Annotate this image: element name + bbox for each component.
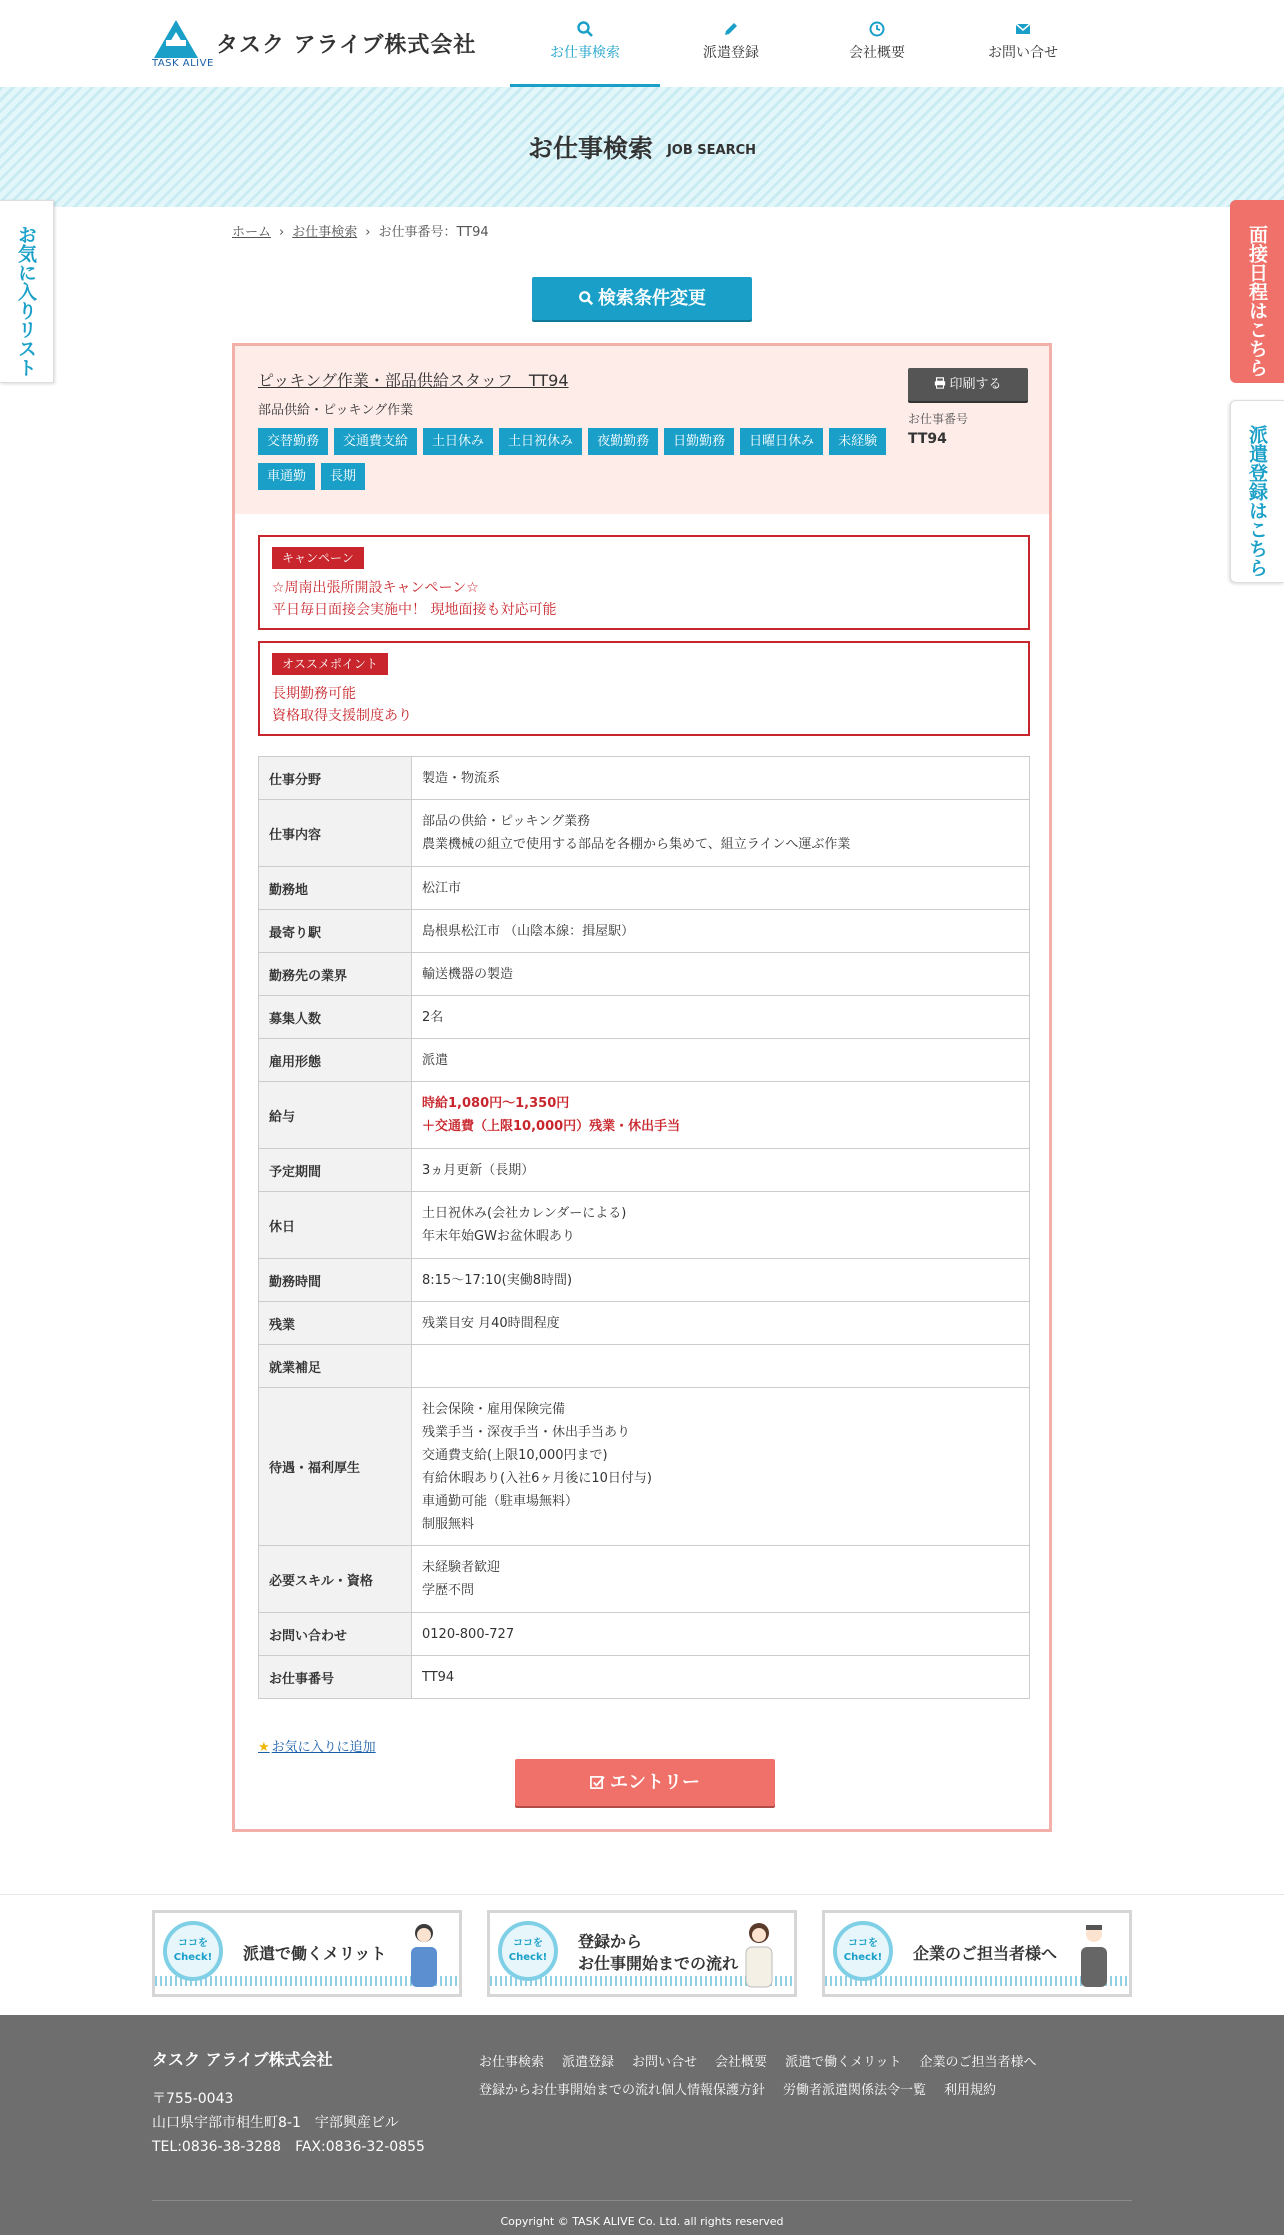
- banner-line: 登録から: [578, 1932, 643, 1951]
- change-search-button[interactable]: [532, 277, 752, 320]
- print-button[interactable]: [908, 368, 1028, 401]
- company-name-en: TASK ALIVE: [152, 58, 214, 69]
- detail-line: 時給1,080円～1,350円: [422, 1096, 570, 1111]
- detail-row: [259, 1149, 1030, 1192]
- check-square-icon: [590, 1775, 605, 1790]
- company-name: タスク アライブ株式会社: [216, 33, 477, 58]
- detail-line: 有給休暇あり(入社6ヶ月後に10日付与): [422, 1470, 652, 1486]
- detail-line: 2名: [422, 1009, 444, 1025]
- site-header: [0, 0, 1284, 87]
- mail-icon: [1014, 20, 1032, 38]
- detail-value: [412, 757, 1030, 800]
- print-label: 印刷する: [949, 377, 1002, 392]
- detail-row: [259, 953, 1030, 996]
- breadcrumb-separator-icon: ›: [365, 225, 371, 240]
- printer-icon: [934, 377, 946, 389]
- detail-line: 残業目安 月40時間程度: [422, 1315, 560, 1331]
- detail-line: 派遣: [422, 1052, 449, 1068]
- detail-line: 3ヵ月更新（長期）: [422, 1162, 535, 1178]
- detail-row: [259, 910, 1030, 953]
- detail-row: [259, 867, 1030, 910]
- detail-value: [412, 910, 1030, 953]
- job-tag: 夜勤勤務: [588, 428, 658, 455]
- nav-label: お問い合せ: [988, 45, 1058, 61]
- footer-link[interactable]: 派遣で働くメリット: [785, 2055, 902, 2070]
- detail-value: [412, 953, 1030, 996]
- footer-link[interactable]: 利用規約: [944, 2083, 997, 2098]
- detail-row: [259, 800, 1030, 867]
- job-detail-table: [258, 756, 1030, 1699]
- detail-value: [412, 1082, 1030, 1149]
- detail-value: [412, 1149, 1030, 1192]
- detail-label: 待遇・福利厚生: [259, 1388, 412, 1546]
- person-illustration-icon: [738, 1919, 780, 1989]
- recommend-text: [272, 683, 412, 727]
- breadcrumb: [232, 221, 489, 240]
- job-tag: 日勤勤務: [664, 428, 734, 455]
- detail-label: 残業: [259, 1302, 412, 1345]
- entry-label: エントリー: [610, 1772, 700, 1793]
- check-badge: ココを Check!: [498, 1921, 558, 1981]
- campaign-box: [258, 535, 1030, 630]
- recommend-line: 資格取得支援制度あり: [272, 708, 412, 724]
- recommend-badge: オススメポイント: [272, 653, 388, 675]
- job-tag: 土日休み: [423, 428, 493, 455]
- page-title-ja: お仕事検索: [527, 134, 653, 163]
- banner-line: 企業のご担当者様へ: [913, 1944, 1058, 1963]
- detail-label: 仕事分野: [259, 757, 412, 800]
- detail-label: 給与: [259, 1082, 412, 1149]
- detail-label: お仕事番号: [259, 1656, 412, 1699]
- footer-link[interactable]: お問い合せ: [632, 2055, 698, 2070]
- footer-link[interactable]: お仕事検索: [479, 2055, 545, 2070]
- banner-merit[interactable]: [152, 1910, 462, 1997]
- detail-line: 年末年始GWお盆休暇あり: [422, 1229, 575, 1244]
- person-illustration-icon: [403, 1919, 445, 1989]
- entry-button[interactable]: [515, 1759, 775, 1806]
- check-badge: ココを Check!: [833, 1921, 893, 1981]
- detail-row: [259, 1388, 1030, 1546]
- nav-contact[interactable]: [948, 0, 1098, 87]
- detail-label: 予定期間: [259, 1149, 412, 1192]
- detail-row: [259, 1546, 1030, 1613]
- job-number-label: お仕事番号: [908, 412, 969, 426]
- detail-value: [412, 1546, 1030, 1613]
- job-tags: [258, 428, 908, 498]
- detail-label: 必要スキル・資格: [259, 1546, 412, 1613]
- add-favorite-label: お気に入りに追加: [271, 1740, 376, 1755]
- detail-label: 勤務時間: [259, 1259, 412, 1302]
- detail-value: [412, 1302, 1030, 1345]
- main-nav: [510, 0, 1130, 87]
- recommend-line: 長期勤務可能: [272, 686, 356, 702]
- detail-label: 募集人数: [259, 996, 412, 1039]
- job-tag: 車通勤: [258, 463, 315, 490]
- campaign-line: 平日毎日面接会実施中！ 現地面接も対応可能: [272, 602, 557, 618]
- job-tag: 交通費支給: [334, 428, 417, 455]
- nav-company[interactable]: [802, 0, 952, 87]
- favorites-side-tab[interactable]: お気に入りリスト: [0, 200, 54, 383]
- pencil-icon: [722, 20, 740, 38]
- campaign-badge: キャンペーン: [272, 547, 364, 569]
- section-divider: [0, 1894, 1284, 1895]
- breadcrumb-search[interactable]: お仕事検索: [292, 225, 358, 240]
- detail-line: 農業機械の組立で使用する部品を各棚から集めて、組立ラインへ運ぶ作業: [422, 837, 851, 852]
- page-title-band: [0, 87, 1284, 207]
- detail-value: [412, 1192, 1030, 1259]
- detail-row: [259, 1656, 1030, 1699]
- footer-link[interactable]: 登録からお仕事開始までの流れ: [479, 2083, 662, 2098]
- person-illustration-icon: [1073, 1919, 1115, 1989]
- job-tag: 日曜日休み: [740, 428, 823, 455]
- banner-text: [243, 1943, 386, 1965]
- campaign-line: ☆周南出張所開設キャンペーン☆: [272, 580, 479, 596]
- detail-label: 勤務先の業界: [259, 953, 412, 996]
- detail-value: [412, 1388, 1030, 1546]
- footer-address: [152, 2087, 425, 2159]
- detail-row: [259, 1613, 1030, 1656]
- detail-label: 就業補足: [259, 1345, 412, 1388]
- detail-line: 製造・物流系: [422, 770, 501, 786]
- detail-label: 勤務地: [259, 867, 412, 910]
- footer-company: タスク アライブ株式会社: [152, 2050, 333, 2069]
- footer-link[interactable]: 派遣登録: [562, 2055, 615, 2070]
- detail-line: TT94: [422, 1669, 455, 1685]
- detail-value: [412, 996, 1030, 1039]
- detail-label: お問い合わせ: [259, 1613, 412, 1656]
- job-header: [235, 346, 1049, 514]
- banner-text: [578, 1931, 738, 1975]
- footer-street: 山口県宇部市相生町8-1 宇部興産ビル: [152, 2115, 399, 2131]
- nav-job-search[interactable]: [510, 0, 660, 87]
- search-icon: [578, 290, 594, 306]
- detail-label: 仕事内容: [259, 800, 412, 867]
- job-detail-card: [232, 343, 1052, 1832]
- detail-line: 残業手当・深夜手当・休出手当あり: [422, 1424, 631, 1440]
- detail-line: ＋交通費（上限10,000円）残業・休出手当: [422, 1119, 681, 1134]
- site-logo[interactable]: [152, 18, 477, 70]
- job-subtitle: 部品供給・ピッキング作業: [258, 403, 414, 418]
- detail-row: [259, 1345, 1030, 1388]
- breadcrumb-separator-icon: ›: [279, 225, 285, 240]
- interview-schedule-side-tab[interactable]: 面接日程はこちら: [1230, 200, 1284, 383]
- footer-postal: 〒755-0043: [152, 2091, 234, 2107]
- job-tag: 交替勤務: [258, 428, 328, 455]
- check-badge: ココを Check!: [163, 1921, 223, 1981]
- footer-link[interactable]: 労働者派遣関係法令一覧: [783, 2083, 927, 2098]
- detail-value: [412, 867, 1030, 910]
- search-icon: [576, 20, 594, 38]
- detail-value: [412, 1259, 1030, 1302]
- detail-value: [412, 800, 1030, 867]
- banner-text: [913, 1943, 1057, 1965]
- footer-link[interactable]: 企業のご担当者様へ: [919, 2055, 1037, 2070]
- detail-line: 制服無料: [422, 1516, 475, 1532]
- detail-line: 0120-800-727: [422, 1626, 515, 1642]
- banner-corporate[interactable]: [822, 1910, 1132, 1997]
- page-title-en: JOB SEARCH: [666, 142, 757, 158]
- banner-flow[interactable]: [487, 1910, 797, 1997]
- detail-row: [259, 757, 1030, 800]
- copyright: Copyright © TASK ALIVE Co. Ltd. all rights reserved: [500, 2215, 784, 2228]
- site-footer: [0, 2015, 1284, 2235]
- detail-line: 島根県松江市 （山陰本線：揖屋駅）: [422, 923, 635, 939]
- detail-line: 部品の供給・ピッキング業務: [422, 814, 591, 829]
- footer-links: [479, 2049, 1119, 2105]
- job-number: TT94: [908, 431, 947, 447]
- footer-tel-fax: TEL:0836-38-3288 FAX:0836-32-0855: [152, 2139, 425, 2155]
- detail-row: [259, 1082, 1030, 1149]
- job-tag: 長期: [321, 463, 365, 490]
- star-icon: ★: [258, 1740, 270, 1755]
- detail-value: [412, 1039, 1030, 1082]
- banner-line: お仕事開始までの流れ: [578, 1954, 739, 1973]
- recommend-box: [258, 641, 1030, 736]
- detail-label: 雇用形態: [259, 1039, 412, 1082]
- detail-line: 輸送機器の製造: [422, 966, 514, 982]
- job-title[interactable]: ピッキング作業・部品供給スタッフ TT94: [258, 371, 569, 390]
- detail-value: [412, 1345, 1030, 1388]
- detail-line: 社会保険・雇用保険完備: [422, 1401, 566, 1417]
- detail-label: 最寄り駅: [259, 910, 412, 953]
- detail-line: 8:15～17:10(実働8時間): [422, 1272, 573, 1288]
- footer-link[interactable]: 会社概要: [715, 2055, 768, 2070]
- nav-label: お仕事検索: [550, 45, 620, 61]
- detail-row: [259, 1302, 1030, 1345]
- breadcrumb-current: お仕事番号：TT94: [378, 225, 489, 240]
- clock-icon: [868, 20, 886, 38]
- breadcrumb-home[interactable]: ホーム: [232, 225, 272, 240]
- job-tag: 土日祝休み: [499, 428, 582, 455]
- footer-divider: [152, 2200, 1132, 2201]
- job-tag: 未経験: [829, 428, 886, 455]
- nav-register[interactable]: [656, 0, 806, 87]
- detail-line: 車通勤可能（駐車場無料）: [422, 1493, 579, 1509]
- add-favorite-link[interactable]: [258, 1736, 376, 1755]
- detail-line: 松江市: [422, 880, 462, 896]
- detail-line: 未経験者歓迎: [422, 1560, 501, 1575]
- detail-line: 交通費支給(上限10,000円まで): [422, 1447, 608, 1463]
- detail-value: [412, 1613, 1030, 1656]
- footer-link[interactable]: 個人情報保護方針: [661, 2083, 766, 2098]
- banner-line: 派遣で働くメリット: [243, 1944, 387, 1963]
- detail-line: 土日祝休み(会社カレンダーによる): [422, 1206, 627, 1221]
- detail-value: [412, 1656, 1030, 1699]
- nav-label: 会社概要: [849, 45, 905, 61]
- detail-row: [259, 1039, 1030, 1082]
- detail-line: 学歴不問: [422, 1583, 475, 1598]
- register-side-tab[interactable]: 派遣登録はこちら: [1230, 400, 1284, 583]
- detail-row: [259, 996, 1030, 1039]
- campaign-text: [272, 577, 556, 621]
- detail-row: [259, 1192, 1030, 1259]
- change-search-label: 検索条件変更: [598, 288, 706, 309]
- page-title: [0, 129, 1284, 165]
- nav-label: 派遣登録: [703, 45, 759, 61]
- detail-row: [259, 1259, 1030, 1302]
- detail-label: 休日: [259, 1192, 412, 1259]
